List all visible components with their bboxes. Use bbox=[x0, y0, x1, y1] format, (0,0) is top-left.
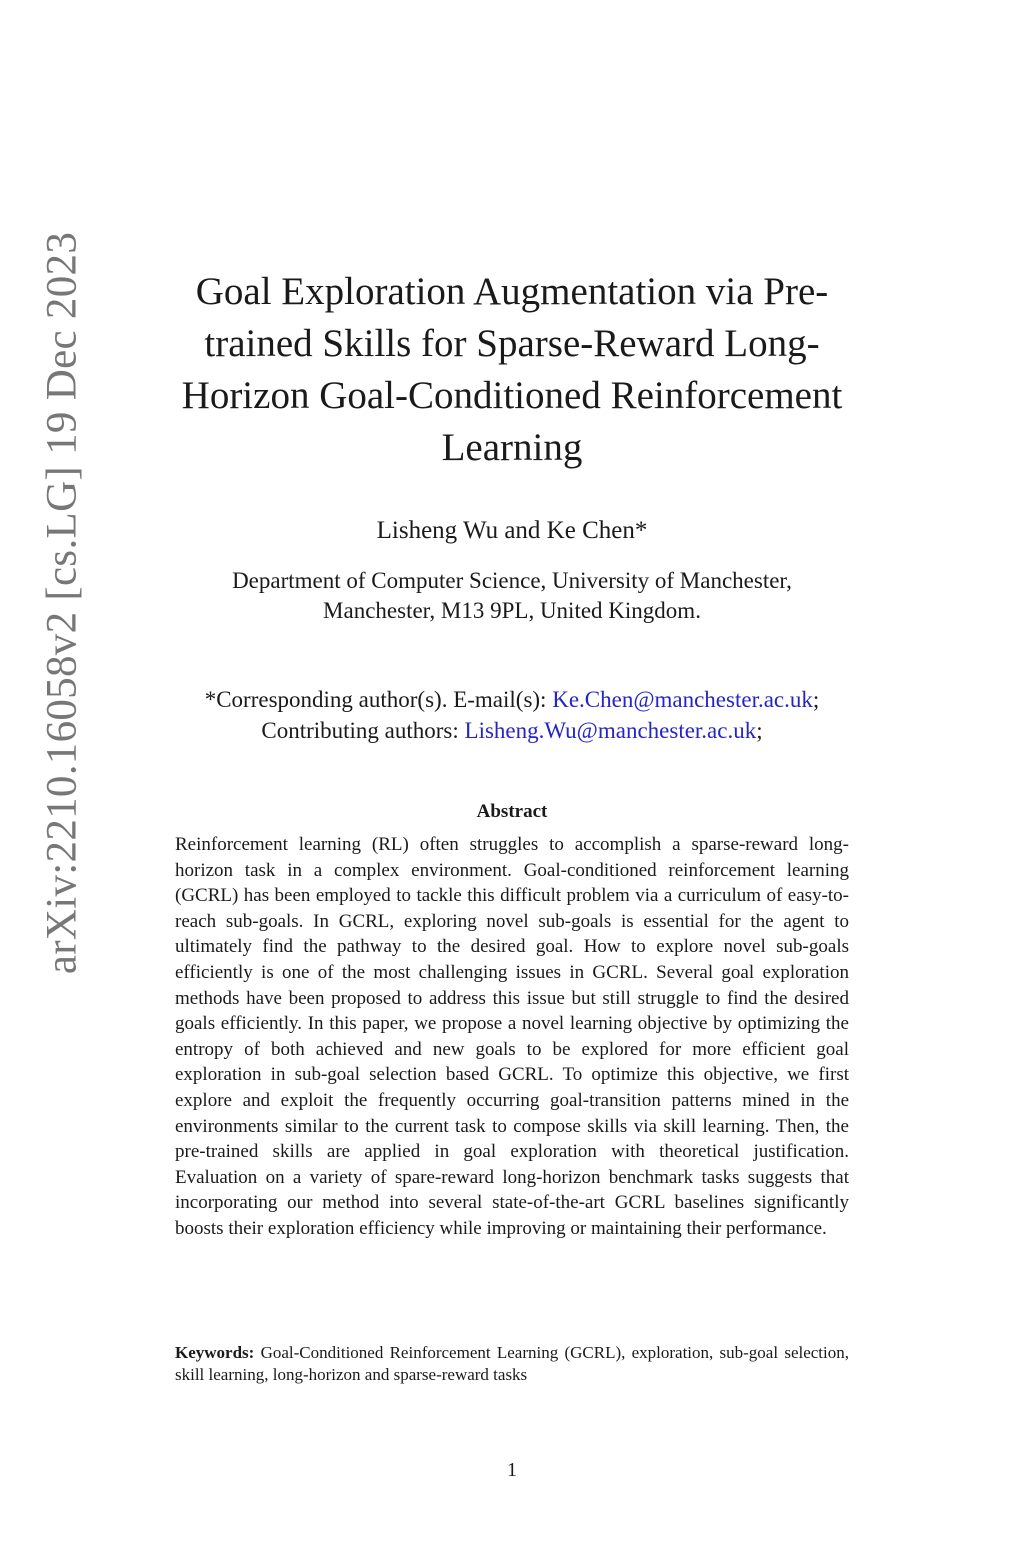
contributing-email-link[interactable]: Lisheng.Wu@manchester.ac.uk bbox=[464, 718, 757, 743]
corresponding-email-link[interactable]: Ke.Chen@manchester.ac.uk bbox=[552, 687, 813, 712]
corresponding-suffix: ; bbox=[812, 687, 820, 712]
affiliation-line-2: Manchester, M13 9PL, United Kingdom. bbox=[323, 598, 701, 623]
keywords-text: Goal-Conditioned Reinforcement Learning (GCRL), exploration, sub-goal selection, skill learning, long-horizon and sparse-reward tasks bbox=[175, 1343, 849, 1384]
contributing-suffix: ; bbox=[756, 718, 763, 743]
affiliation-line-1: Department of Computer Science, University of Manchester, bbox=[232, 568, 792, 593]
abstract-text: Reinforcement learning (RL) often struggles to accomplish a sparse-reward long-horizon task in a complex environment. Goal-conditioned reinforcement learning (GCRL) has been employed to tackle this difficult problem via a curriculum of easy-to-reach sub-goals. In GCRL, exploring novel sub-goals is essential for the agent to ultimately find the pathway to the desired goal. How to explore novel sub-goals efficiently is one of the most challenging issues in GCRL. Several goal exploration methods have been proposed to address this issue but still struggle to find the desired goals efficiently. In this paper, we propose a novel learning objective by optimizing the entropy of both achieved and new goals to be explored for more efficient goal exploration in sub-goal selection based GCRL. To optimize this objective, we first explore and exploit the frequently occurring goal-transition patterns mined in the environments similar to the current task to compose skills via skill learning. Then, the pre-trained skills are applied in goal exploration with theoretical justification. Evaluation on a variety of spare-reward long-horizon benchmark tasks suggests that incorporating our method into several state-of-the-art GCRL baselines significantly boosts their exploration efficiency while improving or maintaining their performance. bbox=[175, 834, 849, 1239]
arxiv-identifier-stamp: arXiv:2210.16058v2 [cs.LG] 19 Dec 2023 bbox=[38, 231, 86, 975]
keywords bbox=[175, 1342, 849, 1386]
contributing-authors-label: Contributing authors: bbox=[261, 718, 465, 743]
abstract-heading: Abstract bbox=[476, 801, 548, 822]
contact-info bbox=[140, 684, 884, 746]
contributing-authors-line bbox=[140, 715, 884, 746]
corresponding-author-line bbox=[140, 684, 884, 715]
author-list: Lisheng Wu and Ke Chen* bbox=[376, 517, 648, 544]
corresponding-author-label: *Corresponding author(s). E-mail(s): bbox=[204, 687, 553, 712]
page-number: 1 bbox=[507, 1459, 517, 1481]
affiliation bbox=[170, 566, 854, 626]
keywords-label: Keywords: bbox=[175, 1343, 255, 1362]
paper-title: Goal Exploration Augmentation via Pre-trained Skills for Sparse-Reward Long-Horizon Goal-Conditioned Reinforcement Learning bbox=[181, 270, 843, 469]
